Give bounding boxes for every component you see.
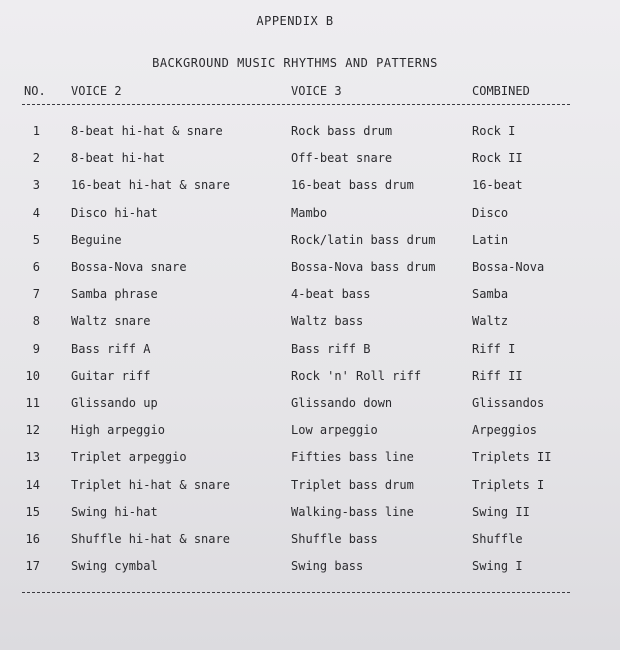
combined-cell: 16-beat: [472, 178, 523, 193]
table-row: [0, 478, 620, 498]
table-subtitle: BACKGROUND MUSIC RHYTHMS AND PATTERNS: [152, 56, 438, 70]
combined-cell: Latin: [472, 232, 509, 247]
row-number: 15: [25, 504, 40, 519]
combined-cell: Glissandos: [472, 396, 545, 410]
voice2-cell: Beguine: [71, 232, 122, 247]
combined-cell: Rock II: [472, 151, 523, 166]
row-number: 1: [32, 124, 40, 138]
row-number: 9: [32, 341, 40, 356]
voice2-cell: Shuffle hi-hat & snare: [71, 532, 230, 546]
table-row: [0, 233, 620, 253]
combined-cell: Bossa-Nova: [472, 260, 545, 274]
voice3-cell: Glissando down: [291, 396, 393, 410]
header-voice2: VOICE 2: [71, 84, 122, 98]
top-divider: [22, 104, 570, 105]
voice2-cell: Bossa-Nova snare: [71, 260, 187, 274]
voice2-cell: Triplet hi-hat & snare: [71, 477, 230, 492]
voice2-cell: Guitar riff: [71, 368, 151, 383]
combined-cell: Arpeggios: [472, 423, 538, 438]
combined-cell: Riff II: [472, 368, 523, 383]
voice3-cell: Triplet bass drum: [291, 477, 414, 492]
table-row: [0, 559, 620, 579]
table-row: [0, 423, 620, 443]
voice3-cell: 16-beat bass drum: [291, 178, 414, 193]
combined-cell: Swing II: [472, 504, 530, 519]
combined-cell: Waltz: [472, 314, 509, 329]
combined-cell: Triplets I: [472, 477, 545, 492]
combined-cell: Triplets II: [472, 450, 552, 465]
row-number: 7: [32, 287, 40, 302]
appendix-title: APPENDIX B: [256, 14, 334, 28]
row-number: 4: [32, 205, 40, 220]
voice3-cell: Rock 'n' Roll riff: [291, 368, 422, 383]
voice2-cell: Swing hi-hat: [71, 504, 158, 519]
header-no: NO.: [24, 84, 46, 98]
row-number: 14: [25, 477, 40, 492]
table-row: [0, 151, 620, 171]
table-row: [0, 260, 620, 280]
voice3-cell: Swing bass: [291, 559, 364, 574]
voice3-cell: 4-beat bass: [291, 287, 371, 302]
table-row: [0, 342, 620, 362]
bottom-divider: [22, 592, 570, 593]
voice2-cell: 16-beat hi-hat & snare: [71, 178, 230, 193]
voice2-cell: Bass riff A: [71, 341, 151, 356]
table-row: [0, 206, 620, 226]
combined-cell: Samba: [472, 287, 509, 302]
row-number: 8: [32, 314, 40, 329]
voice2-cell: Samba phrase: [71, 287, 158, 302]
row-number: 6: [32, 260, 40, 274]
table-row: [0, 287, 620, 307]
table-row: [0, 505, 620, 525]
row-number: 10: [25, 368, 40, 383]
table-row: [0, 178, 620, 198]
voice3-cell: Rock bass drum: [291, 124, 393, 138]
voice2-cell: 8-beat hi-hat & snare: [71, 124, 223, 138]
table-row: [0, 314, 620, 334]
combined-cell: Rock I: [472, 124, 516, 138]
header-combined: COMBINED: [472, 84, 530, 98]
voice3-cell: Off-beat snare: [291, 151, 393, 166]
voice2-cell: 8-beat hi-hat: [71, 151, 165, 166]
table-row: [0, 450, 620, 470]
voice2-cell: Glissando up: [71, 396, 158, 410]
voice3-cell: Walking-bass line: [291, 504, 414, 519]
row-number: 17: [25, 559, 40, 574]
table-row: [0, 396, 620, 416]
voice2-cell: Triplet arpeggio: [71, 450, 187, 465]
row-number: 2: [32, 151, 40, 166]
voice3-cell: Waltz bass: [291, 314, 364, 329]
row-number: 12: [25, 423, 40, 438]
voice3-cell: Bass riff B: [291, 341, 371, 356]
voice3-cell: Fifties bass line: [291, 450, 414, 465]
row-number: 16: [25, 532, 40, 546]
row-number: 13: [25, 450, 40, 465]
row-number: 5: [32, 232, 40, 247]
voice3-cell: Mambo: [291, 205, 328, 220]
combined-cell: Disco: [472, 205, 509, 220]
voice2-cell: Swing cymbal: [71, 559, 158, 574]
combined-cell: Shuffle: [472, 532, 523, 546]
voice3-cell: Bossa-Nova bass drum: [291, 260, 436, 274]
voice3-cell: Shuffle bass: [291, 532, 378, 546]
voice2-cell: Waltz snare: [71, 314, 151, 329]
row-number: 3: [32, 178, 40, 193]
combined-cell: Riff I: [472, 341, 516, 356]
voice3-cell: Low arpeggio: [291, 423, 378, 438]
row-number: 11: [25, 396, 40, 410]
table-row: [0, 124, 620, 144]
table-row: [0, 532, 620, 552]
combined-cell: Swing I: [472, 559, 523, 574]
header-voice3: VOICE 3: [291, 84, 342, 98]
voice3-cell: Rock/latin bass drum: [291, 232, 436, 247]
voice2-cell: High arpeggio: [71, 423, 165, 438]
table-row: [0, 369, 620, 389]
voice2-cell: Disco hi-hat: [71, 205, 158, 220]
